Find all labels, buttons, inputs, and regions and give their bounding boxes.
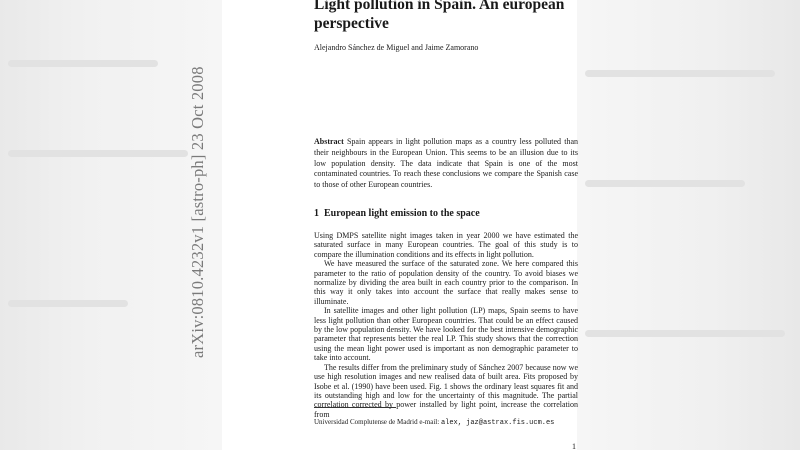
footnote-emails[interactable]: alex, jaz@astrax.fis.ucm.es	[440, 419, 555, 427]
paper-title: Light pollution in Spain. An european perspective	[314, 0, 565, 32]
blur-smudge	[8, 150, 188, 157]
section-title: European light emission to the space	[324, 208, 480, 219]
body-paragraph: The results differ from the preliminary study of Sánchez 2007 because now we use high resolution images and new realised data of built area. Fits proposed by Isobe et al. (1990) have been used. Fig. 1 shows the ordinary least squares fit and its outstanding high and low for the uncertainty of this magnitude. The partial correlation corrected by power installed by light point, increase the correlation from	[314, 362, 578, 419]
body-paragraph: We have measured the surface of the saturated zone. We here compared this parameter to the ratio of population density of the country. To avoid biases we normalize by dividing the area built in each country prior to the comparison. In this way it only takes into account the surface that really makes sense to illuminate.	[314, 259, 578, 306]
footnote-affiliation: Universidad Complutense de Madrid e-mail:	[314, 418, 440, 426]
abstract	[314, 137, 578, 191]
section-heading	[314, 208, 480, 219]
blur-smudge	[8, 60, 158, 67]
blur-smudge	[585, 330, 785, 337]
body-text	[314, 231, 578, 419]
body-paragraph: Using DMPS satellite night images taken in year 2000 we have estimated the saturated surface in many European countries. The goal of this study is to compare the illumination conditions and its effects in light pollution.	[314, 231, 578, 259]
footnote-rule	[314, 407, 396, 408]
background-right-blur	[577, 0, 800, 450]
section-number: 1	[314, 208, 319, 219]
blur-smudge	[8, 300, 128, 307]
abstract-text: Spain appears in light pollution maps as a country less polluted than their neighbours in the European Union. This seems to be an illusion due to its low population density. The data indicate that Spain is one of the most contaminated countries. To reach these conclusions we compare the Spanish case to those of other European countries.	[314, 137, 578, 190]
page-number: 1	[572, 442, 576, 451]
abstract-label: Abstract	[314, 137, 344, 146]
blur-smudge	[585, 180, 745, 187]
body-paragraph: In satellite images and other light pollution (LP) maps, Spain seems to have less light pollution than other European countries. That could be an effect caused by the low population density. We have looked for the best intensive demographic parameter that represents better the real LP. This study shows that the correction using the mean light power used is important as non demographic parameter to take into account.	[314, 306, 578, 363]
footnote	[314, 418, 554, 427]
blur-smudge	[585, 70, 775, 77]
paper-authors: Alejandro Sánchez de Miguel and Jaime Zamorano	[314, 43, 479, 52]
arxiv-identifier: arXiv:0810.4232v1 [astro-ph] 23 Oct 2008	[188, 66, 207, 358]
